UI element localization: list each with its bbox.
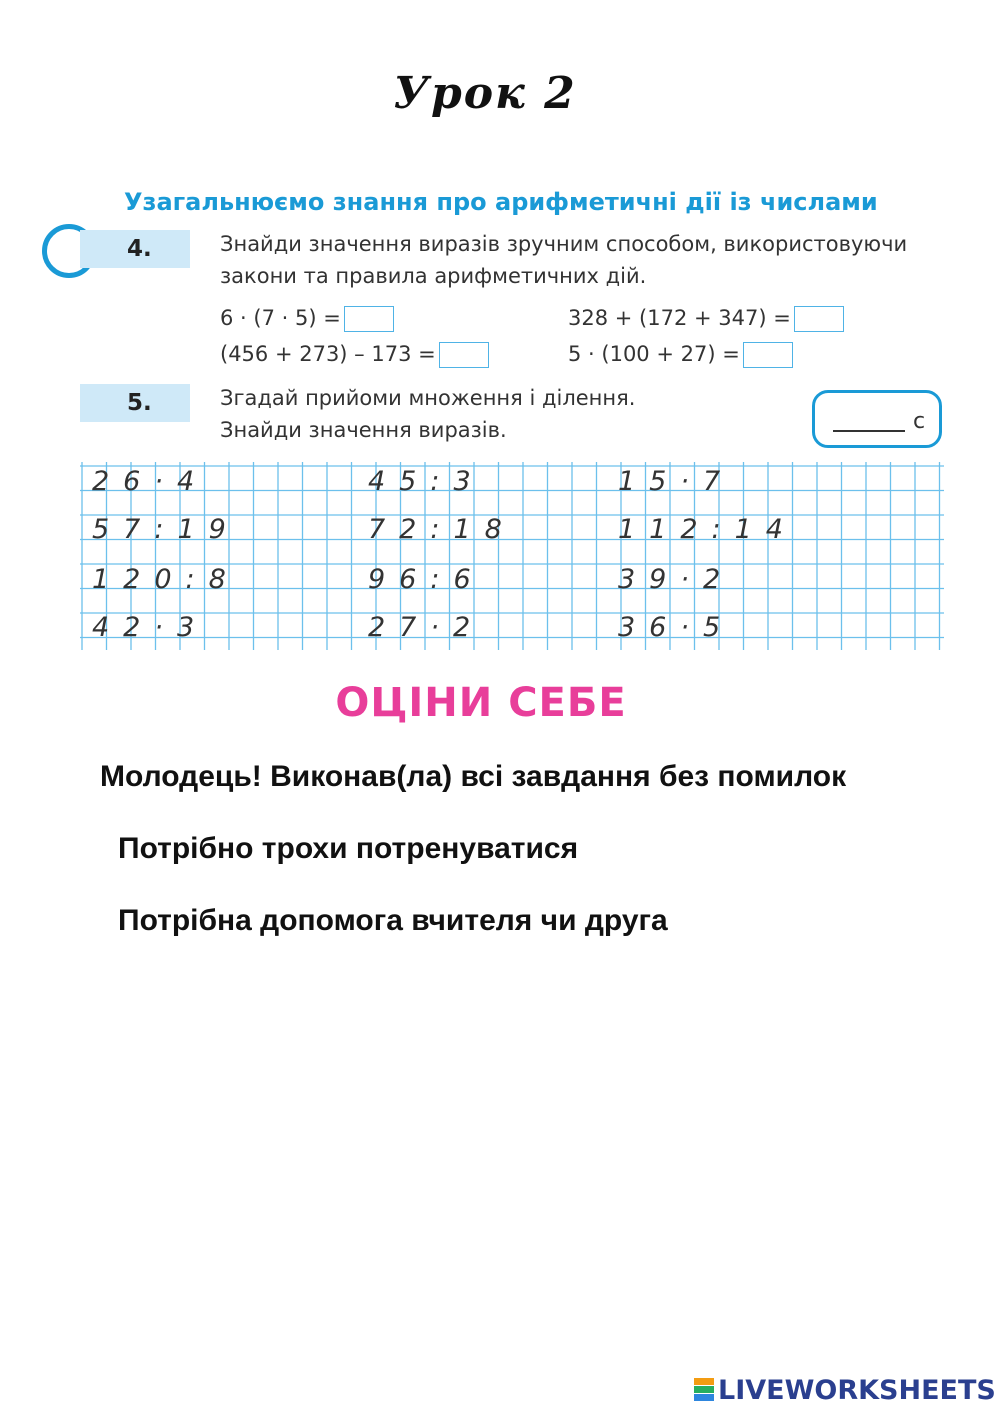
lesson-title: Урок 2 bbox=[393, 68, 577, 119]
task4-expression-2 bbox=[568, 306, 844, 332]
task4-expression-1 bbox=[220, 306, 394, 332]
grid-expression[interactable]: 42·3 bbox=[92, 612, 209, 643]
grid-expression[interactable]: 57:19 bbox=[92, 514, 240, 545]
task5-instruction-2: Знайди значення виразів. bbox=[220, 418, 507, 442]
task5-instruction-1: Згадай прийоми множення і ділення. bbox=[220, 386, 636, 410]
grid-expression[interactable]: 27·2 bbox=[368, 612, 485, 643]
grid-expression[interactable]: 15·7 bbox=[618, 466, 735, 497]
grid-expression[interactable]: 72:18 bbox=[368, 514, 516, 545]
expression-text: 6 · (7 · 5) = bbox=[220, 306, 341, 330]
grid-expression[interactable]: 112:14 bbox=[618, 514, 797, 545]
timer-unit: с bbox=[913, 409, 926, 434]
timer-input-line[interactable] bbox=[833, 430, 905, 432]
task4-instruction-2: закони та правила арифметичних дій. bbox=[220, 264, 647, 288]
grid-expression[interactable]: 96:6 bbox=[368, 564, 485, 595]
exercise-grid bbox=[80, 462, 944, 650]
assessment-option-help[interactable]: Потрібна допомога вчителя чи друга bbox=[118, 904, 668, 937]
liveworksheets-mark-icon bbox=[694, 1378, 714, 1402]
assessment-option-excellent[interactable]: Молодець! Виконав(ла) всі завдання без помилок bbox=[100, 760, 847, 793]
self-assessment-title: ОЦІНИ СЕБЕ bbox=[335, 680, 627, 726]
answer-box[interactable] bbox=[743, 342, 793, 368]
grid-lines bbox=[80, 462, 944, 650]
answer-box[interactable] bbox=[439, 342, 489, 368]
assessment-option-practice[interactable]: Потрібно трохи потренуватися bbox=[118, 832, 579, 865]
grid-expression[interactable]: 39·2 bbox=[618, 564, 735, 595]
expression-text: 5 · (100 + 27) = bbox=[568, 342, 740, 366]
answer-box[interactable] bbox=[344, 306, 394, 332]
brand-name: LIVEWORKSHEETS bbox=[718, 1374, 996, 1406]
task4-number: 4. bbox=[127, 236, 152, 262]
grid-expression[interactable]: 26·4 bbox=[92, 466, 209, 497]
liveworksheets-logo bbox=[694, 1376, 996, 1404]
grid-expression[interactable]: 45:3 bbox=[368, 466, 485, 497]
grid-expression[interactable]: 36·5 bbox=[618, 612, 735, 643]
section-heading: Узагальнюємо знання про арифметичні дії із числами bbox=[124, 188, 878, 216]
grid-expression[interactable]: 120:8 bbox=[92, 564, 240, 595]
expression-text: 328 + (172 + 347) = bbox=[568, 306, 791, 330]
expression-text: (456 + 273) – 173 = bbox=[220, 342, 436, 366]
answer-box[interactable] bbox=[794, 306, 844, 332]
task4-instruction-1: Знайди значення виразів зручним способом, використовуючи bbox=[220, 232, 908, 256]
task4-expression-3 bbox=[220, 342, 489, 368]
task5-number: 5. bbox=[127, 390, 152, 416]
task4-expression-4 bbox=[568, 342, 793, 368]
timer-box bbox=[812, 390, 942, 448]
